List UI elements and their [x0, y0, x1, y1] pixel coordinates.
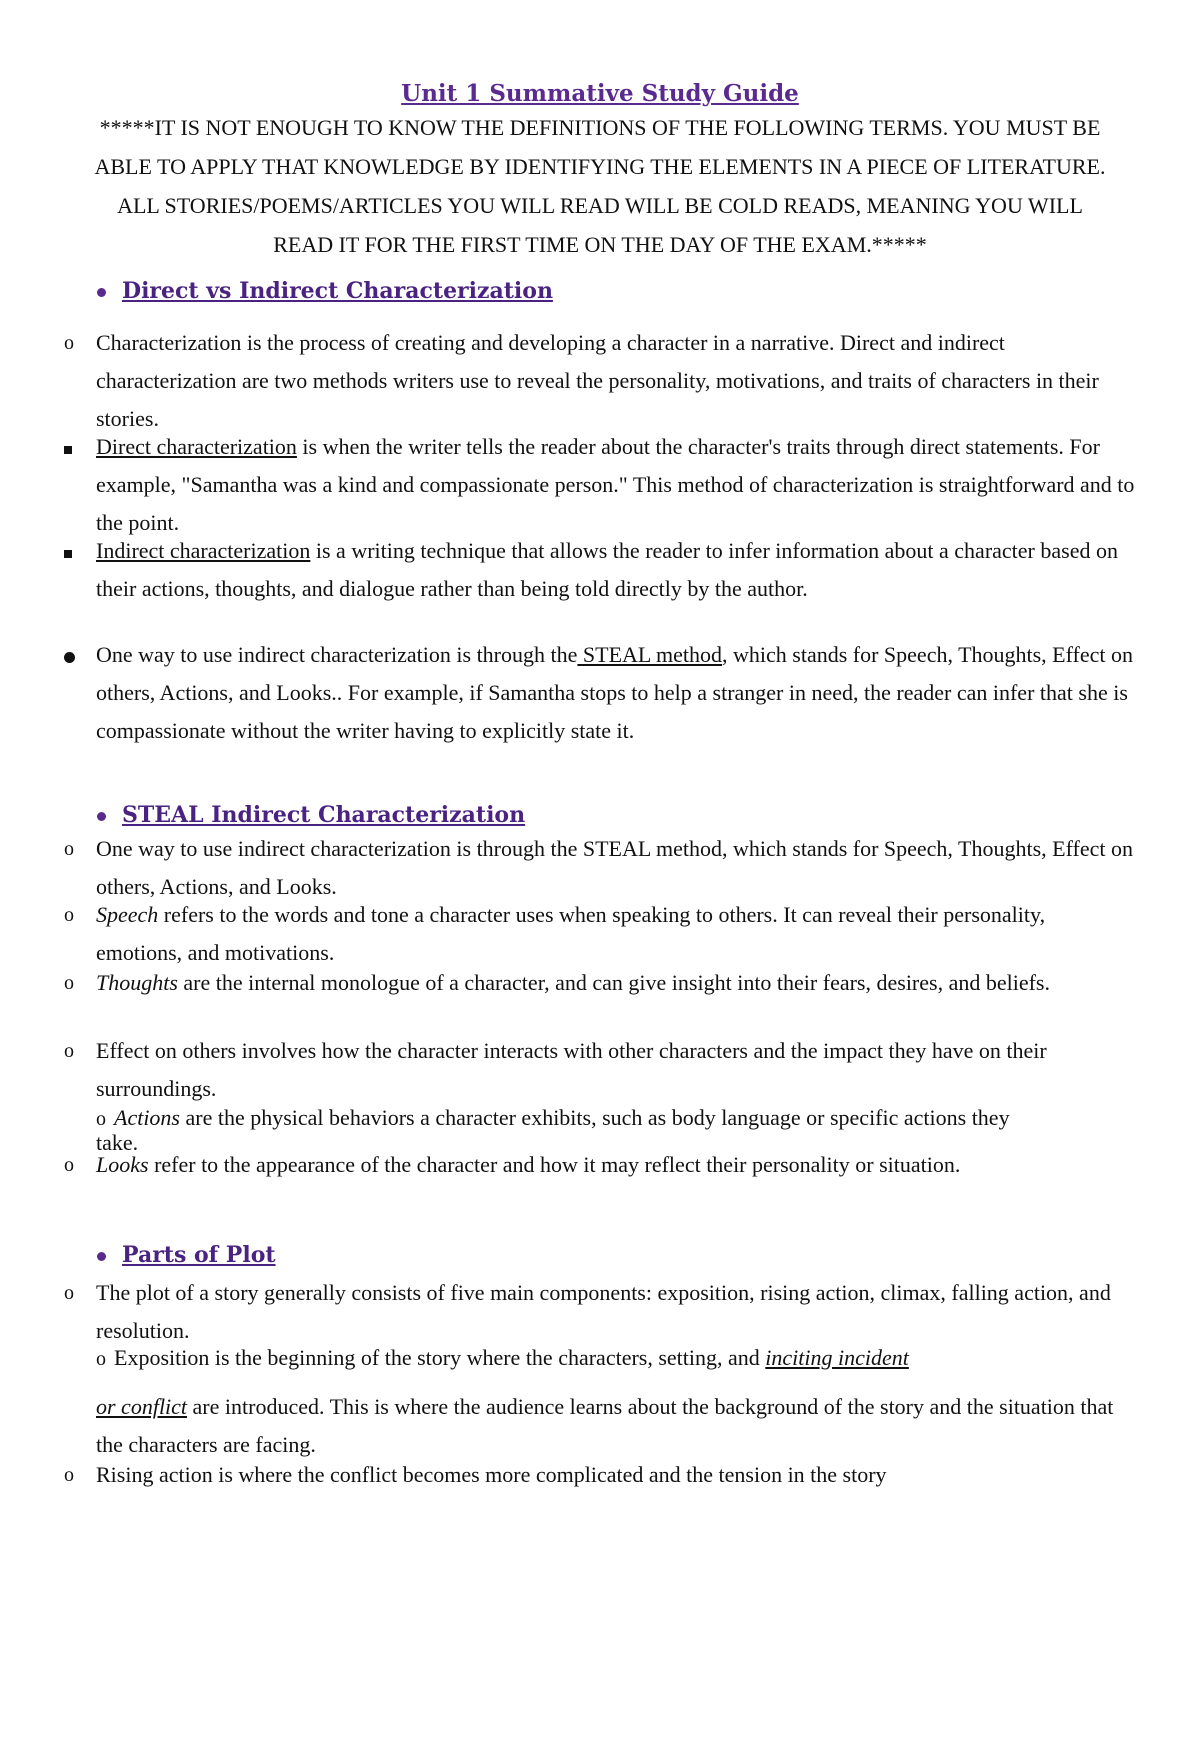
circle-bullet-icon: o: [64, 972, 74, 994]
circle-bullet-icon: o: [64, 332, 74, 354]
paragraph-text: is a writing technique that allows the reader to infer information about a character based on their actions, thoughts, and dialogue rather than being told directly by the author.: [96, 538, 1118, 601]
term-actions: Actions: [114, 1105, 180, 1130]
paragraph-text: are the physical behaviors a character exhibits, such as body language or specific actions they take.: [96, 1105, 1010, 1155]
circle-bullet-icon: o: [96, 1108, 106, 1130]
list-item-continuation: [96, 1388, 1136, 1464]
term-looks: Looks: [96, 1152, 149, 1177]
heading-text: STEAL Indirect Characterization: [122, 802, 526, 828]
term-steal-method: STEAL method: [577, 642, 723, 667]
paragraph-text: are introduced. This is where the audience learns about the background of the story and the situation that the characters are facing.: [96, 1394, 1114, 1457]
paragraph-text: Rising action is where the conflict becomes more complicated and the tension in the story: [96, 1462, 887, 1487]
term-conflict: or conflict: [96, 1394, 188, 1419]
term-direct-characterization: Direct characterization: [96, 434, 297, 459]
list-item: [64, 1456, 1136, 1494]
section-heading-steal: [97, 802, 525, 828]
heading-text: Parts of Plot: [122, 1242, 276, 1268]
term-thoughts: Thoughts: [96, 970, 178, 995]
list-item: [64, 1146, 1136, 1184]
exam-warning: *****IT IS NOT ENOUGH TO KNOW THE DEFINITIONS OF THE FOLLOWING TERMS. YOU MUST BE ABLE TO APPLY THAT KNOWLEDGE BY IDENTIFYING THE ELEMENTS IN A PIECE OF LITERATURE. ALL STORIES/POEMS/ARTICLES YOU WILL READ WILL BE COLD READS, MEANING YOU WILL READ IT FOR THE FIRST TIME ON THE DAY OF THE EXAM.*****: [94, 115, 1106, 257]
heading-bullet-icon: [97, 812, 106, 821]
heading-bullet-icon: [97, 1252, 106, 1261]
paragraph-text: Exposition is the beginning of the story where the characters, setting, and: [114, 1345, 766, 1370]
circle-bullet-icon: o: [64, 1040, 74, 1062]
section-heading-characterization: [97, 278, 553, 304]
circle-bullet-icon: o: [64, 904, 74, 926]
list-item: [96, 636, 1136, 750]
circle-bullet-icon: o: [64, 1464, 74, 1486]
circle-bullet-icon: o: [64, 1154, 74, 1176]
list-item: [96, 532, 1136, 608]
paragraph-text: refers to the words and tone a character uses when speaking to others. It can reveal their personality, emotions, and motivations.: [96, 902, 1046, 965]
list-item: [64, 896, 1136, 972]
list-item: [64, 324, 1136, 438]
circle-bullet-icon: o: [96, 1348, 106, 1370]
heading-text: Direct vs Indirect Characterization: [122, 278, 553, 304]
paragraph-text: is when the writer tells the reader about the character's traits through direct statements. For example, "Samantha was a kind and compassionate person." This method of characterization is straightforward and to the point.: [96, 434, 1135, 535]
circle-bullet-icon: o: [64, 838, 74, 860]
list-item: [64, 964, 1136, 1002]
list-item: [96, 1346, 1056, 1371]
list-item: [64, 1032, 1136, 1108]
section-heading-plot: [97, 1242, 276, 1268]
term-speech: Speech: [96, 902, 159, 927]
paragraph-text: One way to use indirect characterization is through the: [96, 642, 578, 667]
document-title: Unit 1 Summative Study Guide: [401, 80, 799, 107]
list-item: [64, 830, 1136, 906]
list-item: [64, 1274, 1136, 1350]
paragraph-text: Characterization is the process of creating and developing a character in a narrative. Direct and indirect characterization are two methods writers use to reveal the personality, motivations, and traits of characters in their stories.: [96, 330, 1099, 431]
list-item: [96, 428, 1136, 542]
term-indirect-characterization: Indirect characterization: [96, 538, 311, 563]
paragraph-text: Effect on others involves how the character interacts with other characters and the impact they have on their surroundings.: [96, 1038, 1047, 1101]
paragraph-text: , which stands for Speech, Thoughts, Effect on others, Actions, and Looks.. For example, if Samantha stops to help a stranger in need, the reader can infer that she is compassionate without the writer having to explicitly state it.: [96, 642, 1134, 743]
heading-bullet-icon: [97, 288, 106, 297]
paragraph-text: One way to use indirect characterization is through the STEAL method, which stands for Speech, Thoughts, Effect on others, Actions, and Looks.: [96, 836, 1133, 899]
term-inciting-incident: inciting incident: [765, 1345, 909, 1370]
paragraph-text: The plot of a story generally consists of five main components: exposition, rising action, climax, falling action, and resolution.: [96, 1280, 1111, 1343]
paragraph-text: are the internal monologue of a character, and can give insight into their fears, desires, and beliefs.: [177, 970, 1050, 995]
circle-bullet-icon: o: [64, 1282, 74, 1304]
paragraph-text: refer to the appearance of the character and how it may reflect their personality or situation.: [148, 1152, 961, 1177]
